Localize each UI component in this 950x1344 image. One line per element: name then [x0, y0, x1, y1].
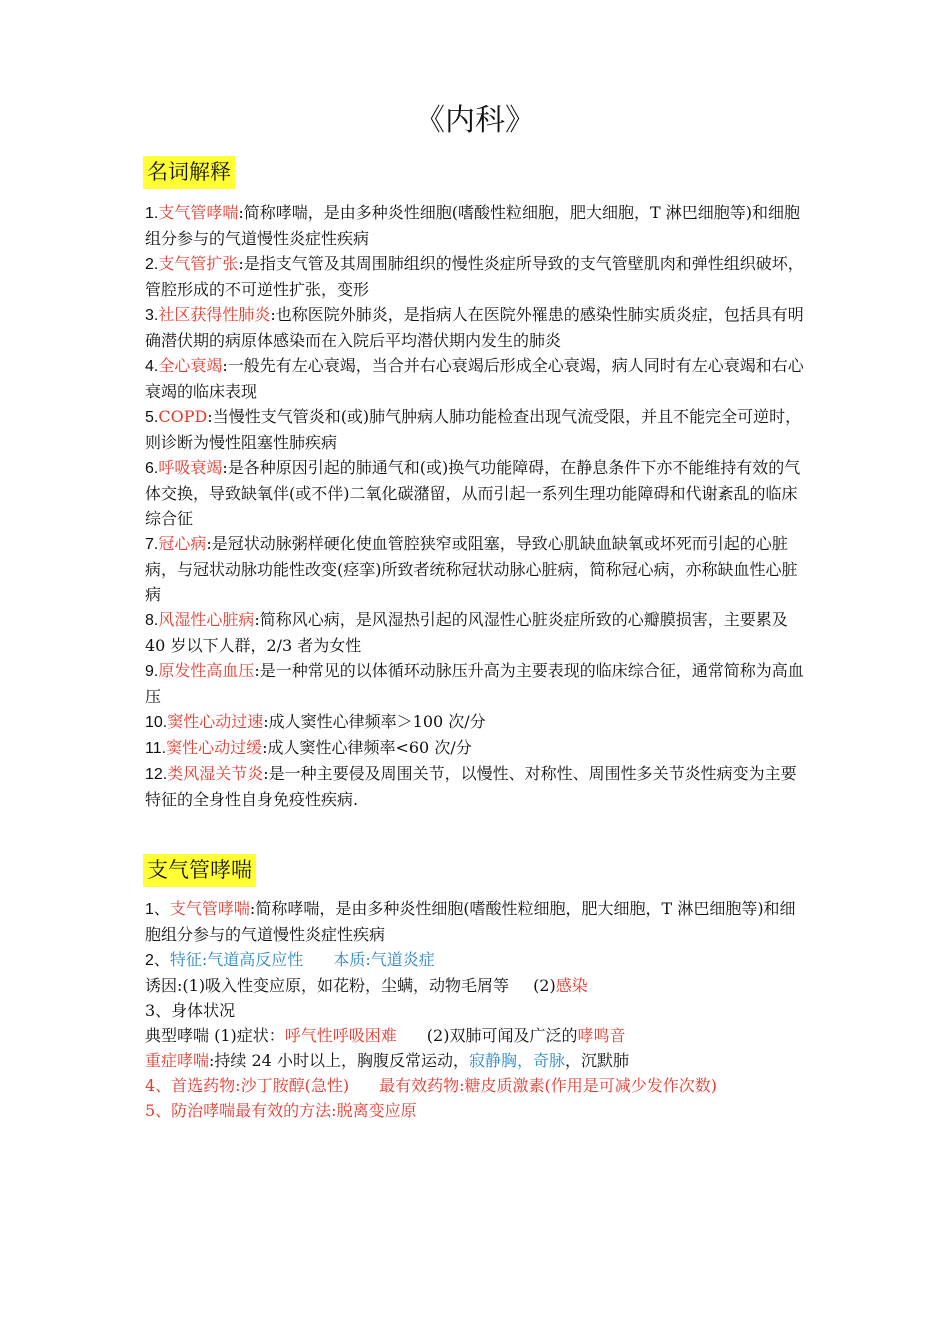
asthma-line-1: 1、支气管哮喘:简称哮喘，是由多种炎性细胞(嗜酸性粒细胞，肥大细胞，T 淋巴细胞等)和细胞组分参与的气道慢性炎症性疾病	[145, 899, 796, 944]
definition-text: :是一种主要侵及周围关节，以慢性、对称性、周围性多关节炎性病变为主要特征的全身性自身免疫性疾病.	[145, 764, 797, 809]
definition-text: :也称医院外肺炎，是指病人在医院外罹患的感染性肺实质炎症，包括具有明确潜伏期的病原体感染而在入院后平均潜伏期内发生的肺炎	[145, 305, 804, 350]
asthma-line-7: 4、首选药物:沙丁胺醇(急性) 最有效药物:糖皮质激素(作用是可减少发作次数)	[145, 1076, 717, 1095]
asthma-line-8: 5、防治哮喘最有效的方法:脱离变应原	[145, 1101, 417, 1120]
item-number: 6.	[145, 460, 159, 477]
definition-item	[145, 735, 810, 761]
definition-text: :是一种常见的以体循环动脉压升高为主要表现的临床综合征，通常简称为高血压	[145, 661, 804, 706]
term: 窦性心动过缓	[166, 738, 263, 757]
asthma-notes	[145, 896, 810, 1123]
definition-text: :成人窦性心律频率<60 次/分	[262, 738, 472, 757]
item-number: 4.	[145, 358, 159, 375]
item-number: 12.	[145, 766, 168, 783]
definition-item	[145, 531, 810, 607]
term: COPD	[158, 407, 208, 426]
asthma-line-6: 重症哮喘:持续 24 小时以上，胸腹反常运动，寂静胸，奇脉，沉默肺	[145, 1051, 629, 1070]
item-number: 5.	[145, 409, 159, 426]
item-number: 3.	[145, 307, 159, 324]
asthma-line-3: 诱因:(1)吸入性变应原，如花粉，尘螨，动物毛屑等 (2)感染	[145, 976, 588, 995]
definition-item	[145, 709, 810, 735]
term: 类风湿关节炎	[167, 764, 264, 783]
asthma-line-2: 2、特征:气道高反应性 本质:气道炎症	[145, 950, 435, 969]
definition-item	[145, 353, 810, 404]
term: 支气管哮喘	[158, 203, 239, 222]
definition-text: :当慢性支气管炎和(或)肺气肿病人肺功能检查出现气流受限，并且不能完全可逆时，则诊断为慢性阻塞性肺疾病	[145, 407, 802, 452]
definition-item	[145, 761, 810, 812]
definition-text: :成人窦性心律频率＞100 次/分	[263, 712, 486, 731]
item-number: 1.	[145, 205, 159, 222]
item-number: 10.	[145, 714, 168, 731]
definition-item	[145, 200, 810, 251]
definition-item	[145, 658, 810, 709]
essence-text: 本质:气道炎症	[333, 950, 435, 969]
term: 全心衰竭	[158, 356, 223, 375]
definition-text: :是各种原因引起的肺通气和(或)换气功能障碍，在静息条件下亦不能维持有效的气体交换，导致缺氧伴(或不伴)二氧化碳潴留，从而引起一系列生理功能障碍和代谢紊乱的临床综合征	[145, 458, 801, 528]
definition-text: :简称风心病，是风湿热引起的风湿性心脏炎症所致的心瓣膜损害，主要累及 40 岁以下人群，2/3 者为女性	[145, 610, 788, 655]
term: 冠心病	[158, 534, 207, 553]
term: 原发性高血压	[158, 661, 255, 680]
item-number: 9.	[145, 663, 159, 680]
item-number: 8.	[145, 612, 159, 629]
definition-text: :一般先有左心衰竭，当合并右心衰竭后形成全心衰竭，病人同时有左心衰竭和右心衰竭的临床表现	[145, 356, 804, 401]
term: 窦性心动过速	[167, 712, 264, 731]
definition-text: :是指支气管及其周围肺组织的慢性炎症所导致的支气管壁肌肉和弹性组织破坏，管腔形成的不可逆性扩张，变形	[145, 254, 804, 299]
definition-item	[145, 404, 810, 455]
term: 风湿性心脏病	[158, 610, 255, 629]
item-number: 2.	[145, 256, 159, 273]
definition-item	[145, 302, 810, 353]
feature-text: 特征:气道高反应性	[169, 950, 304, 969]
definition-text: :简称哮喘，是由多种炎性细胞(嗜酸性粒细胞，肥大细胞，T 淋巴细胞等)和细胞组分参与的气道慢性炎症性疾病	[145, 203, 800, 248]
definition-text: :是冠状动脉粥样硬化使血管腔狭窄或阻塞，导致心肌缺血缺氧或坏死而引起的心脏病，与冠状动脉功能性改变(痉挛)所致者统称冠状动脉心脏病，简称冠心病，亦称缺血性心脏病	[145, 534, 798, 604]
definition-item	[145, 251, 810, 302]
term: 呼吸衰竭	[158, 458, 223, 477]
term: 支气管哮喘	[169, 899, 250, 918]
term: 社区获得性肺炎	[158, 305, 271, 324]
section-heading-definitions: 名词解释	[143, 156, 235, 189]
definition-item	[145, 607, 810, 658]
item-number: 7.	[145, 536, 159, 553]
document-title: 《内科》	[415, 103, 535, 138]
asthma-line-4: 3、身体状况	[145, 1001, 236, 1020]
asthma-line-5: 典型哮喘 (1)症状：呼气性呼吸困难 (2)双肺可闻及广泛的哮鸣音	[145, 1026, 626, 1045]
definition-item	[145, 455, 810, 531]
item-number: 11.	[145, 740, 167, 757]
section-heading-asthma: 支气管哮喘	[143, 854, 256, 887]
term: 支气管扩张	[158, 254, 239, 273]
definitions-list	[145, 200, 810, 812]
